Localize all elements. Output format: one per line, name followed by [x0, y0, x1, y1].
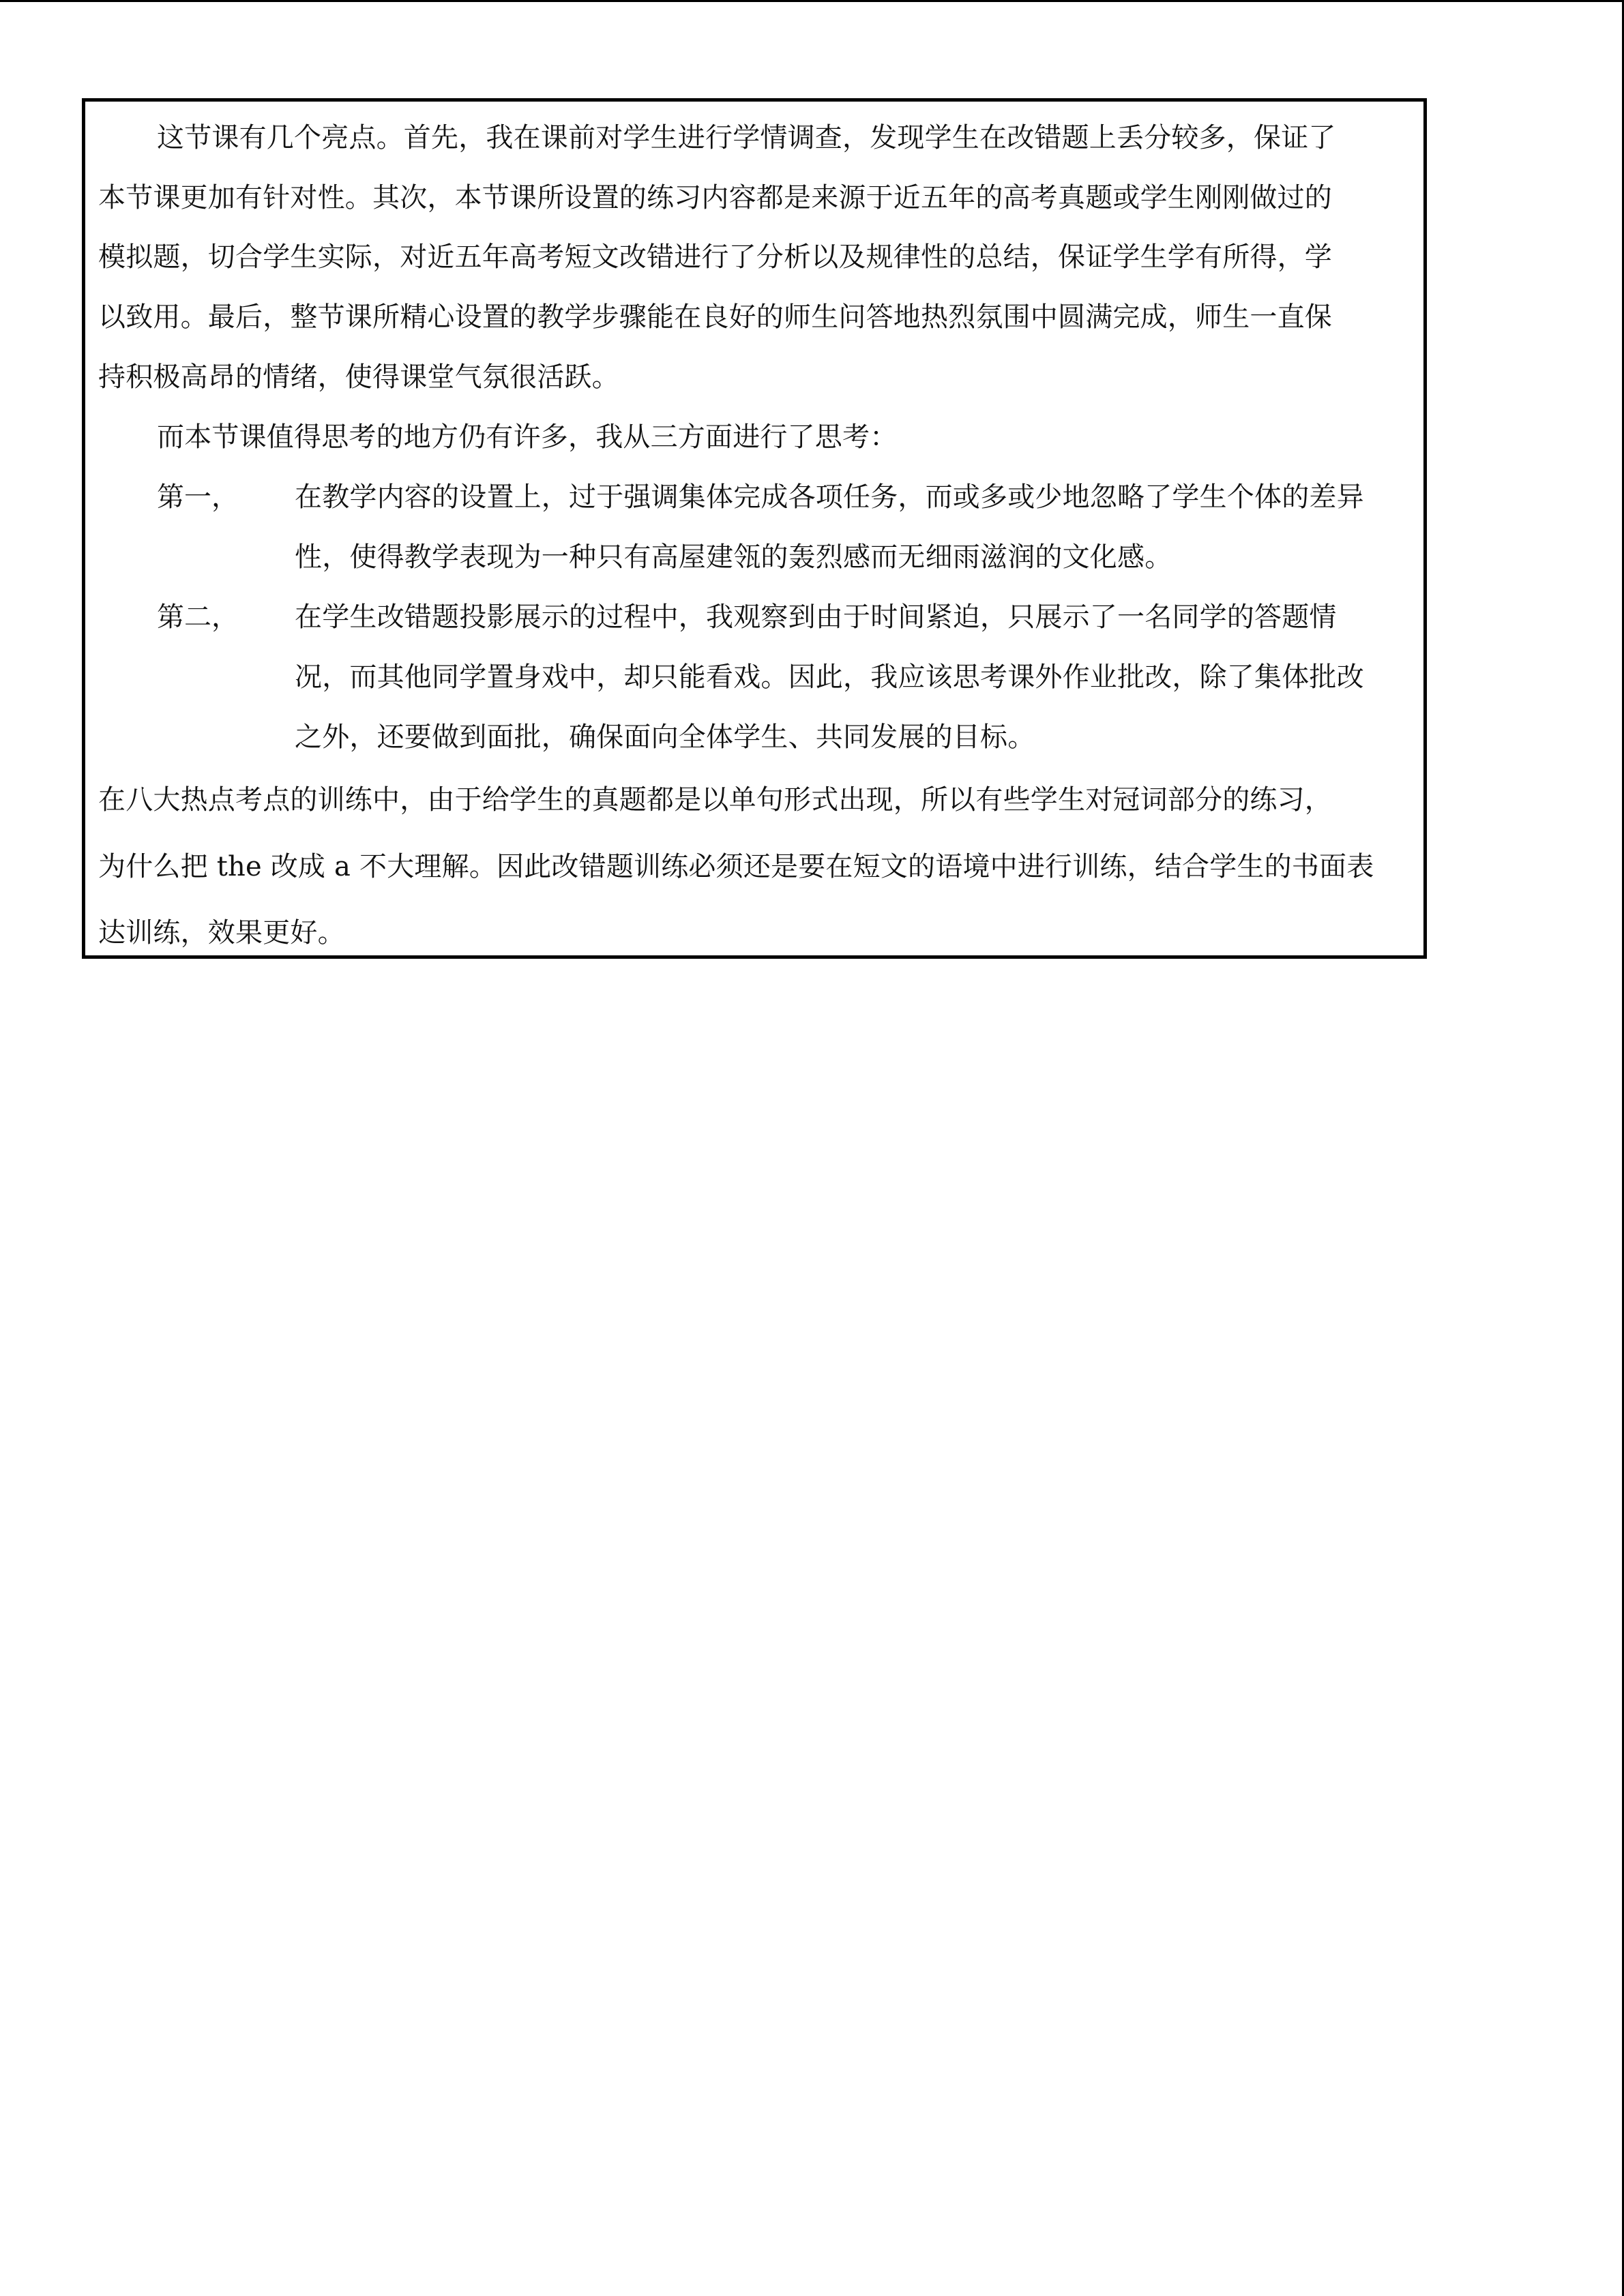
page-top-border — [0, 0, 1624, 2]
paragraph1-line-1: 这节课有几个亮点。首先，我在课前对学生进行学情调查，发现学生在改错题上丢分较多，保证了 — [157, 122, 1336, 153]
reflection-text-box — [82, 98, 1427, 959]
item1-line-2: 性，使得教学表现为一种只有高屋建瓴的轰烈感而无细雨滋润的文化感。 — [295, 541, 1172, 573]
paragraph3-line-2: 为什么把 the 改成 a 不大理解。因此改错题训练必须还是要在短文的语境中进行训练，结合学生的书面表 — [98, 851, 1374, 882]
paragraph3-line-3: 达训练，效果更好。 — [98, 917, 345, 949]
paragraph1-line-4: 以致用。最后，整节课所精心设置的教学步骤能在良好的师生问答地热烈氛围中圆满完成，师生一直保 — [98, 301, 1332, 333]
item2-line-2: 况，而其他同学置身戏中，却只能看戏。因此，我应该思考课外作业批改，除了集体批改 — [295, 661, 1364, 693]
paragraph1-line-2: 本节课更加有针对性。其次，本节课所设置的练习内容都是来源于近五年的高考真题或学生刚刚做过的 — [98, 182, 1332, 213]
paragraph2-line: 而本节课值得思考的地方仍有许多，我从三方面进行了思考： — [157, 421, 898, 453]
paragraph3-line-1: 在八大热点考点的训练中，由于给学生的真题都是以单句形式出现，所以有些学生对冠词部分的练习， — [98, 784, 1332, 816]
item1-label: 第一， — [157, 481, 239, 513]
item2-line-1: 在学生改错题投影展示的过程中，我观察到由于时间紧迫，只展示了一名同学的答题情 — [295, 601, 1337, 633]
paragraph1-line-3: 模拟题，切合学生实际，对近五年高考短文改错进行了分析以及规律性的总结，保证学生学有所得，学 — [98, 241, 1332, 273]
item2-line-3: 之外，还要做到面批，确保面向全体学生、共同发展的目标。 — [295, 721, 1035, 753]
item2-label: 第二， — [157, 601, 239, 633]
paragraph1-line-5: 持积极高昂的情绪，使得课堂气氛很活跃。 — [98, 361, 619, 393]
item1-line-1: 在教学内容的设置上，过于强调集体完成各项任务，而或多或少地忽略了学生个体的差异 — [295, 481, 1364, 513]
